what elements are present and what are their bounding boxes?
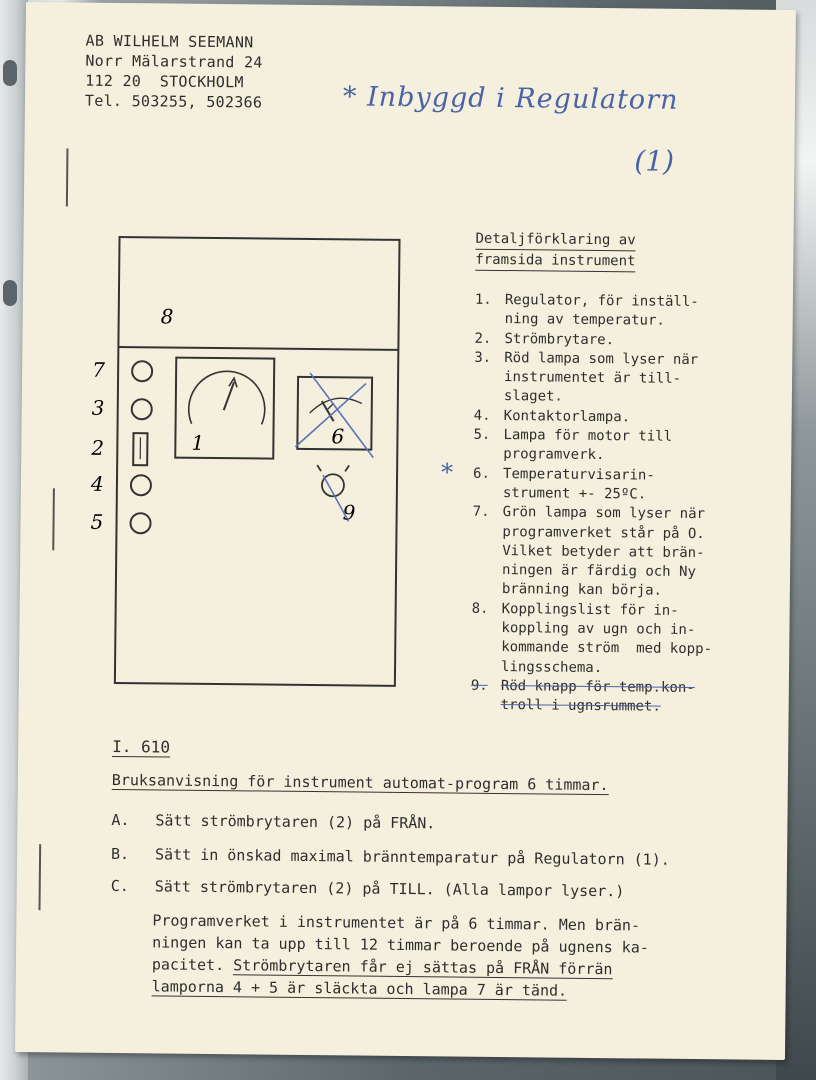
legend-item: 2. Strömbrytare.	[474, 330, 615, 348]
margin-mark	[66, 148, 69, 206]
asterisk-mark: *	[440, 458, 454, 487]
panel-outline	[115, 237, 400, 686]
legend-title-line: framsida instrument	[475, 250, 635, 273]
indicator-lamps	[130, 361, 152, 533]
front-panel-diagram	[79, 223, 444, 697]
document-code: I. 610	[112, 736, 171, 757]
address-line: 112 20 STOCKHOLM	[85, 71, 244, 92]
regulator-dial	[189, 371, 266, 425]
handwritten-note: * Inbyggd i Regulatorn	[342, 81, 679, 116]
legend-item: 3. Röd lampa som lyser när instrumentet är till- slaget.	[474, 349, 699, 406]
label-meter-6: 6	[331, 424, 345, 449]
company-address	[85, 31, 263, 113]
legend-title	[475, 229, 636, 273]
warning-text: Strömbrytaren får ej sättas på FRÅN förrän	[233, 956, 613, 979]
label-panel-8: 8	[160, 304, 174, 329]
punch-hole	[3, 280, 17, 306]
label-lamp-3: 3	[91, 395, 105, 420]
legend-title-line: Detaljförklaring av	[475, 229, 635, 252]
warning-text: lamporna 4 + 5 är släckta och lampa 7 är tänd.	[151, 977, 568, 1000]
instruction-step: C. Sätt strömbrytaren (2) på TILL. (Alla lampor lyser.)	[110, 876, 625, 901]
panel-divider	[118, 347, 398, 350]
label-lamp-7: 7	[92, 357, 106, 382]
legend-item: 5. Lampa för motor till programverk.	[473, 426, 673, 464]
label-button-9: 9	[342, 500, 356, 525]
instruction-step: A. Sätt strömbrytaren (2) på FRÅN.	[111, 810, 436, 833]
label-switch-2: 2	[91, 435, 105, 460]
legend-item: 1. Regulator, för inställ- ning av temperatur.	[474, 291, 699, 330]
legend-item: 8. Kopplingslist för in- koppling av ugn och in- kommande ström med kopp- lingsschema.	[471, 600, 713, 676]
address-line: Norr Mälarstrand 24	[85, 51, 263, 72]
margin-mark	[52, 488, 55, 550]
punch-hole	[3, 60, 17, 86]
legend-item: 4. Kontaktorlampa.	[473, 407, 631, 426]
label-lamp-4: 4	[90, 471, 104, 496]
instructions-paragraph: Programverket i instrumentet är på 6 timmar. Men brän- ningen kan ta upp till 12 timmar beroende på ugnens ka- pacitet. Strömbrytaren får ej sättas på FRÅN förrän lamporna 4 + 5 är släckta och lampa 7 är tänd.	[151, 911, 649, 1000]
panel-frame	[115, 237, 400, 686]
handwritten-note-number: (1)	[634, 144, 675, 178]
legend-item: 7. Grön lampa som lyser när programverket står på O. Vilket betyder att brän- ningen är färdig och Ny bränning kan börja.	[472, 503, 706, 600]
label-lamp-5: 5	[90, 509, 104, 534]
legend-list	[471, 291, 775, 719]
document-sheet	[15, 2, 796, 1060]
margin-mark	[38, 844, 41, 910]
instructions-title: Bruksanvisning för instrument automat-program 6 timmar.	[111, 770, 609, 795]
instruction-step: B. Sätt in önskad maximal bränntemparatur på Regulatorn (1).	[110, 844, 670, 869]
legend-item: 6. Temperaturvisarin- strument +- 25ºC.	[473, 465, 655, 503]
label-regulator-1: 1	[191, 430, 205, 455]
legend-item-struck: 9. Röd knapp för temp.kon- troll i ugnsrummet.	[470, 677, 695, 715]
address-line: Tel. 503255, 502366	[84, 91, 263, 112]
address-line: AB WILHELM SEEMANN	[85, 31, 254, 52]
